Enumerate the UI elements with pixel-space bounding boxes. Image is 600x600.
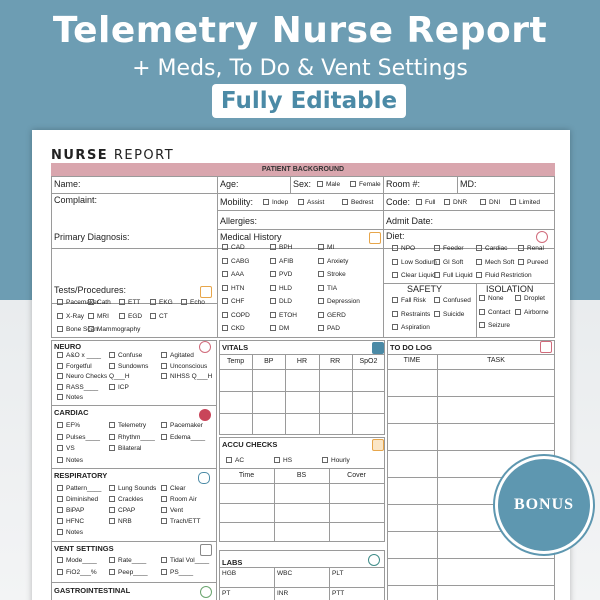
test-checkbox[interactable]: ETT (119, 299, 140, 306)
vitals-col-header: RR (330, 358, 341, 365)
sex-male-option[interactable]: Male (317, 181, 340, 188)
ventilator-icon (200, 544, 212, 556)
test-checkbox[interactable]: Echo (181, 299, 205, 306)
md-label: MD: (460, 179, 477, 189)
lungs-icon (198, 472, 210, 484)
medical-history-checkbox[interactable]: PAD (318, 325, 340, 332)
test-checkbox[interactable]: CT (150, 313, 168, 320)
brain-icon (199, 341, 211, 353)
diet-checkbox[interactable]: GI Soft (434, 259, 463, 266)
plate-icon (536, 231, 548, 243)
vent-checkbox[interactable]: Peep____ (109, 569, 148, 576)
medical-history-checkbox[interactable]: HTN (222, 285, 244, 292)
respiratory-checkbox[interactable]: Notes (57, 529, 83, 536)
diet-label: Diet: (386, 231, 405, 241)
mobility-bedrest-option[interactable]: Bedrest (342, 199, 373, 206)
neuro-checkbox[interactable]: Unconscious (161, 363, 207, 370)
room-label: Room #: (386, 179, 421, 189)
accu-checks-table (219, 437, 385, 542)
sex-label: Sex: (293, 179, 312, 189)
accu-check-option[interactable]: Hourly (322, 457, 350, 464)
isolation-checkbox[interactable]: Seizure (479, 322, 510, 329)
cardiac-checkbox[interactable]: Bilateral (109, 445, 141, 452)
test-checkbox[interactable]: Mammography (88, 326, 140, 333)
respiratory-checkbox[interactable]: Vent (161, 507, 183, 514)
code-full-option[interactable]: Full (416, 199, 435, 206)
medical-history-checkbox[interactable]: BPH (270, 244, 292, 251)
medical-history-checkbox[interactable]: AFIB (270, 258, 293, 265)
accu-col-header: Cover (347, 472, 366, 479)
code-limited-option[interactable]: Limited (510, 199, 540, 206)
vent-checkbox[interactable]: Tidal Vol____ (161, 557, 209, 564)
complaint-label: Complaint: (54, 195, 98, 205)
lab-cell: INR (277, 590, 289, 597)
lab-cell: PT (222, 590, 231, 597)
diet-checkbox[interactable]: Mech Soft (476, 259, 514, 266)
microscope-icon (368, 554, 380, 566)
respiratory-checkbox[interactable]: Crackles (109, 496, 143, 503)
mobility-assist-option[interactable]: Assist (298, 199, 324, 206)
name-label: Name: (54, 179, 81, 189)
cardiac-checkbox[interactable]: Pulses____ (57, 434, 100, 441)
medical-history-checkbox[interactable]: Stroke (318, 271, 346, 278)
medical-history-checkbox[interactable]: MI (318, 244, 334, 251)
medical-history-checkbox[interactable]: Depression (318, 298, 360, 305)
glucose-icon (372, 439, 384, 451)
tests-procedures-label: Tests/Procedures: (54, 285, 127, 295)
vitals-col-header: Temp (227, 358, 245, 365)
isolation-checkbox[interactable]: Droplet (515, 295, 545, 302)
vitals-col-header: HR (296, 358, 308, 365)
accu-col-header: BS (296, 472, 307, 479)
medical-history-checkbox[interactable]: DLD (270, 298, 292, 305)
page-subtitle: + Meds, To Do & Vent Settings (132, 56, 468, 81)
neuro-checkbox[interactable]: Sundowns (109, 363, 148, 370)
cardiac-checkbox[interactable]: Pacemaker (161, 422, 203, 429)
test-checkbox[interactable]: Bone Scan (57, 326, 98, 333)
medical-history-label: Medical History (220, 232, 282, 242)
isolation-checkbox[interactable]: None (479, 295, 504, 302)
safety-checkbox[interactable]: Suicide (434, 311, 464, 318)
stomach-icon (200, 586, 212, 598)
isolation-checkbox[interactable]: Airborne (515, 309, 549, 316)
medical-history-checkbox[interactable]: AAA (222, 271, 244, 278)
safety-checkbox[interactable]: Restraints (392, 311, 430, 318)
test-checkbox[interactable]: EGD (119, 313, 142, 320)
medical-history-checkbox[interactable]: CABG (222, 258, 249, 265)
mobility-label: Mobility: (220, 197, 254, 207)
vent-checkbox[interactable]: Rate____ (109, 557, 146, 564)
bonus-badge: BONUS (495, 456, 593, 554)
cardiac-checkbox[interactable]: Telemetry (109, 422, 146, 429)
heart-icon (199, 409, 211, 421)
tests-icon (200, 286, 212, 298)
neuro-checkbox[interactable]: Neuro Checks Q___H (57, 373, 130, 380)
medical-history-checkbox[interactable]: COPD (222, 312, 250, 319)
clipboard-icon (369, 232, 381, 244)
vent-checkbox[interactable]: FiO2___% (57, 569, 97, 576)
respiratory-checkbox[interactable]: HFNC (57, 518, 84, 525)
accu-checks-title: ACCU CHECKS (222, 440, 278, 449)
safety-checkbox[interactable]: Fall Risk (392, 297, 426, 304)
neuro-checkbox[interactable]: RASS____ (57, 384, 98, 391)
neuro-checkbox[interactable]: Forgetful (57, 363, 92, 370)
diet-checkbox[interactable]: Fluid Restriction (476, 272, 532, 279)
cardiac-checkbox[interactable]: Edema____ (161, 434, 205, 441)
vent-settings-title: VENT SETTINGS (54, 544, 114, 553)
medical-history-checkbox[interactable]: Anxiety (318, 258, 348, 265)
gastrointestinal-title: GASTROINTESTINAL (54, 586, 131, 595)
primary-diagnosis-label: Primary Diagnosis: (54, 232, 130, 242)
code-dni-option[interactable]: DNI (480, 199, 500, 206)
mobility-indep-option[interactable]: Indep (263, 199, 288, 206)
diet-checkbox[interactable]: Low Sodium (392, 259, 437, 266)
respiratory-title: RESPIRATORY (54, 471, 108, 480)
accu-col-header: Time (238, 472, 255, 479)
admit-date-label: Admit Date: (386, 216, 434, 226)
todo-task-header: TASK (487, 357, 505, 364)
vitals-col-header: SpO2 (359, 358, 378, 365)
neuro-checkbox[interactable]: A&O x ____ (57, 352, 101, 359)
neuro-title: NEURO (54, 342, 82, 351)
safety-label: SAFETY (407, 284, 443, 294)
respiratory-checkbox[interactable]: CPAP (109, 507, 135, 514)
lab-cell: WBC (277, 570, 293, 577)
isolation-checkbox[interactable]: Contact (479, 309, 510, 316)
test-checkbox[interactable]: EKG (150, 299, 173, 306)
patient-background-band: PATIENT BACKGROUND (51, 163, 555, 176)
cardiac-checkbox[interactable]: EF% (57, 422, 80, 429)
neuro-checkbox[interactable]: Agitated (161, 352, 194, 359)
labs-title: LABS (222, 558, 243, 567)
age-label: Age: (220, 179, 239, 189)
test-checkbox[interactable]: MRI (88, 313, 109, 320)
medical-history-checkbox[interactable]: GERD (318, 312, 346, 319)
respiratory-checkbox[interactable]: Room Air (161, 496, 197, 503)
medical-history-checkbox[interactable]: HLD (270, 285, 292, 292)
checklist-icon (540, 341, 552, 353)
diet-checkbox[interactable]: Renal (518, 245, 544, 252)
neuro-checkbox[interactable]: Confuse (109, 352, 142, 359)
respiratory-checkbox[interactable]: Diminished (57, 496, 98, 503)
diet-checkbox[interactable]: Cardiac (476, 245, 507, 252)
vitals-icon (372, 342, 384, 354)
medical-history-checkbox[interactable]: CHF (222, 298, 244, 305)
diet-checkbox[interactable]: NPO (392, 245, 415, 252)
allergies-label: Allergies: (220, 216, 258, 226)
diet-checkbox[interactable]: Pureed (518, 259, 548, 266)
page-title: Telemetry Nurse Report (52, 10, 548, 51)
labs-table (219, 550, 385, 600)
respiratory-checkbox[interactable]: Trach/ETT (161, 518, 200, 525)
lab-cell: PLT (332, 570, 344, 577)
respiratory-checkbox[interactable]: Lung Sounds (109, 485, 156, 492)
cardiac-checkbox[interactable]: VS (57, 445, 75, 452)
lab-cell: HGB (222, 570, 237, 577)
respiratory-checkbox[interactable]: Pattern____ (57, 485, 101, 492)
diet-checkbox[interactable]: Feeder (434, 245, 464, 252)
nurse-report-sheet (32, 130, 570, 600)
test-checkbox[interactable]: X-Ray (57, 313, 84, 320)
test-checkbox[interactable]: Pacemaker (57, 299, 99, 306)
accu-check-option[interactable]: HS (274, 457, 292, 464)
vent-checkbox[interactable]: Mode____ (57, 557, 97, 564)
medical-history-checkbox[interactable]: CAD (222, 244, 245, 251)
fully-editable-badge: Fully Editable (212, 84, 406, 118)
medical-history-checkbox[interactable]: ETOH (270, 312, 297, 319)
code-label: Code: (386, 197, 411, 207)
safety-checkbox[interactable]: Confused (434, 297, 471, 304)
medical-history-checkbox[interactable]: PVD (270, 271, 292, 278)
neuro-checkbox[interactable]: ICP (109, 384, 129, 391)
sex-female-option[interactable]: Female (350, 181, 381, 188)
to-do-log-title: TO DO LOG (390, 343, 432, 352)
lab-cell: PTT (332, 590, 345, 597)
respiratory-checkbox[interactable]: NRB (109, 518, 132, 525)
diet-checkbox[interactable]: Full Liquid (434, 272, 473, 279)
medical-history-checkbox[interactable]: CKD (222, 325, 245, 332)
sheet-title: NURSE REPORT (51, 148, 175, 163)
respiratory-checkbox[interactable]: Clear (161, 485, 186, 492)
test-checkbox[interactable]: Cath (88, 299, 111, 306)
todo-time-header: TIME (403, 357, 421, 364)
diet-checkbox[interactable]: Clear Liquid (392, 272, 436, 279)
vent-checkbox[interactable]: PS____ (161, 569, 193, 576)
respiratory-checkbox[interactable]: BiPAP (57, 507, 84, 514)
isolation-label: ISOLATION (486, 284, 534, 294)
medical-history-checkbox[interactable]: TIA (318, 285, 337, 292)
cardiac-title: CARDIAC (54, 408, 89, 417)
safety-checkbox[interactable]: Aspiration (392, 324, 430, 331)
cardiac-checkbox[interactable]: Notes (57, 457, 83, 464)
cardiac-checkbox[interactable]: Rhythm____ (109, 434, 155, 441)
code-dnr-option[interactable]: DNR (444, 199, 467, 206)
neuro-checkbox[interactable]: NIHSS Q___H (161, 373, 212, 380)
accu-check-option[interactable]: AC (226, 457, 244, 464)
neuro-checkbox[interactable]: Notes (57, 394, 83, 401)
vitals-col-header: BP (264, 358, 274, 365)
vitals-title: VITALS (222, 343, 249, 352)
medical-history-checkbox[interactable]: DM (270, 325, 289, 332)
